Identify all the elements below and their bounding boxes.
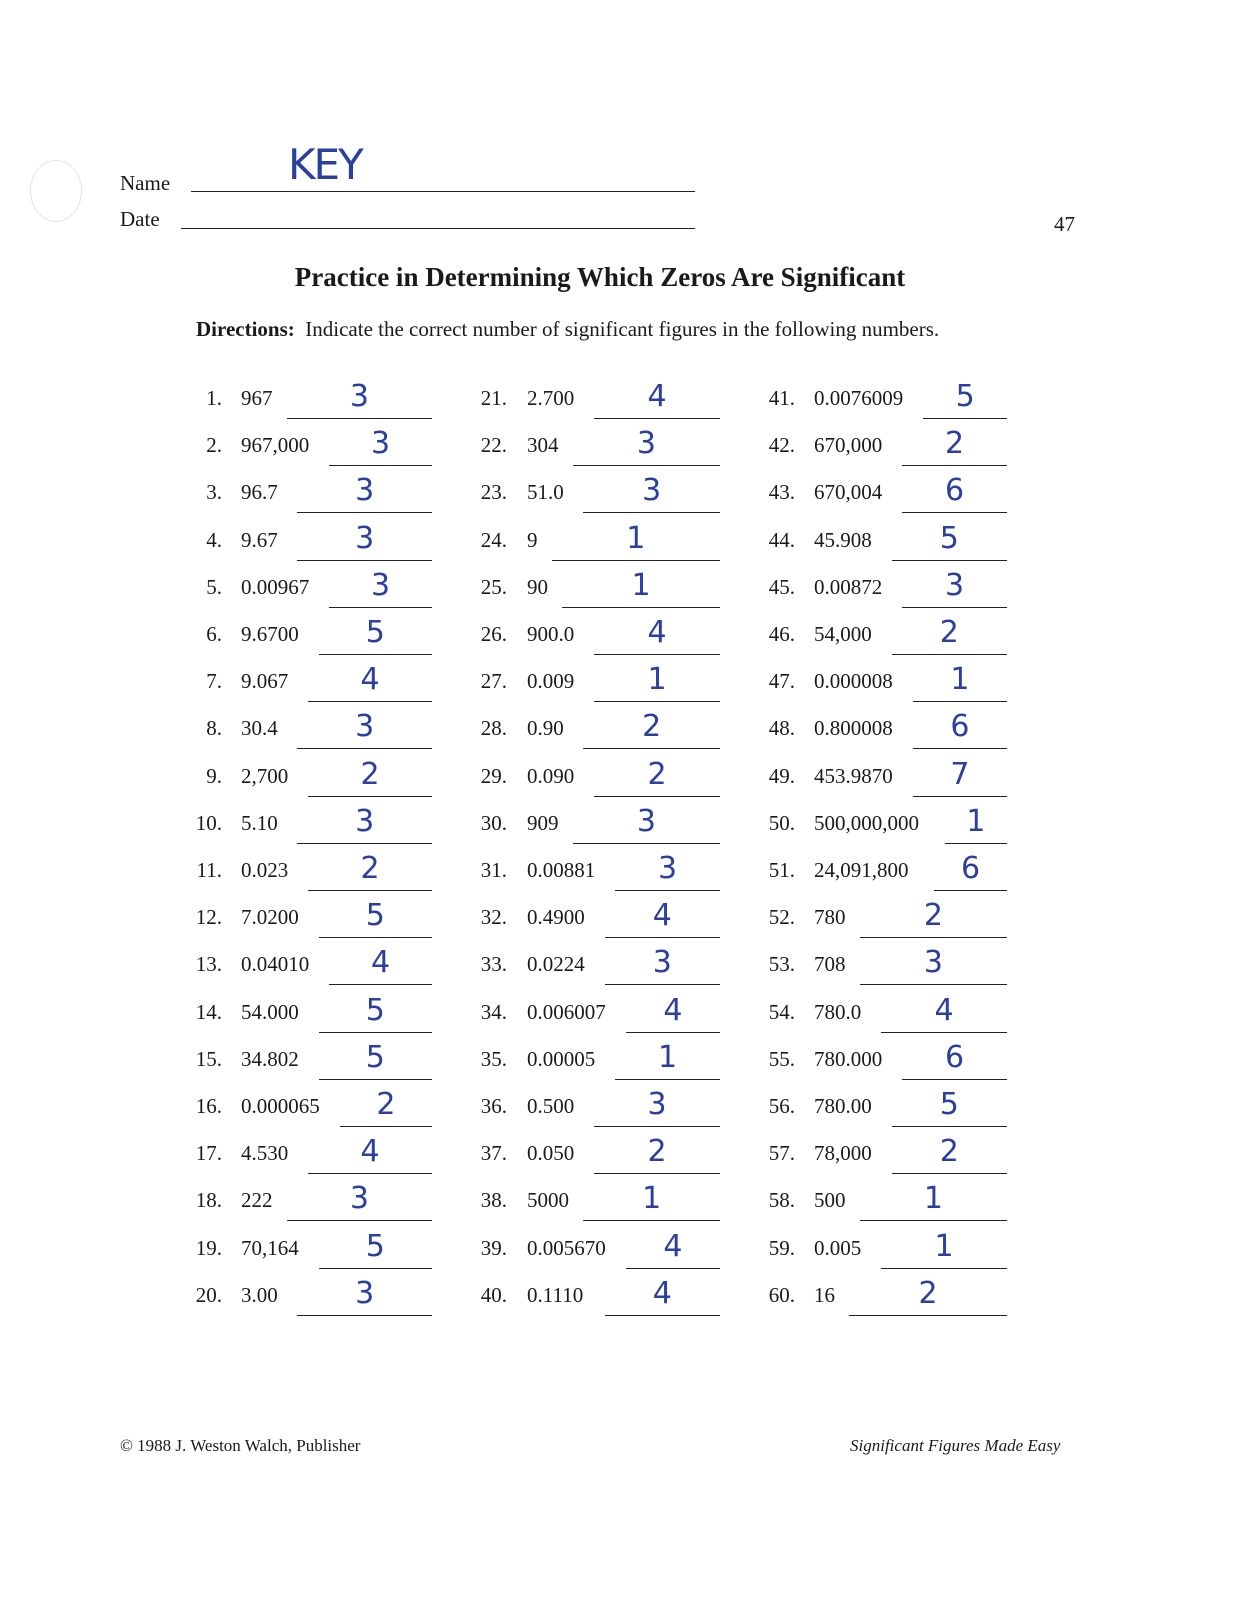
question-value: 708 — [814, 952, 846, 977]
answer-field[interactable] — [860, 945, 1007, 985]
question-value: 0.1110 — [527, 1282, 584, 1307]
question-value: 780 — [814, 905, 846, 930]
question-value: 222 — [241, 1188, 273, 1213]
question-number: 56. — [768, 1094, 795, 1118]
question-value: 0.000065 — [241, 1094, 320, 1118]
answer-field[interactable] — [892, 1087, 1007, 1127]
answer-value: 3 — [355, 1275, 375, 1311]
question-value: 4.530 — [241, 1141, 289, 1166]
page-title: Practice in Determining Which Zeros Are Significant — [294, 262, 906, 292]
question-value: 0.00872 — [814, 574, 883, 599]
question-value: 967,000 — [241, 433, 310, 458]
question-value: 0.00881 — [527, 858, 596, 882]
answer-field[interactable] — [913, 709, 1007, 749]
question-value: 909 — [527, 810, 559, 835]
answer-value: 5 — [955, 379, 975, 414]
question-item — [0, 379, 1237, 416]
answer-field[interactable] — [945, 803, 1007, 844]
question-value: 0.500 — [527, 1094, 575, 1118]
question-item — [0, 1181, 1237, 1218]
question-value: 7.0200 — [241, 905, 299, 930]
question-item — [0, 756, 1237, 794]
question-item — [0, 1275, 1237, 1313]
answer-value: 3 — [355, 709, 375, 745]
question-number: 32. — [480, 905, 507, 930]
question-value: 78,000 — [814, 1141, 872, 1166]
answer-value: 1 — [950, 662, 970, 698]
question-number: 13. — [195, 952, 222, 977]
question-value: 9.67 — [241, 527, 278, 552]
question-value: 0.0076009 — [814, 386, 904, 410]
question-number: 25. — [480, 574, 507, 599]
date-field[interactable] — [181, 228, 695, 229]
copyright-footer: © 1988 J. Weston Walch, Publisher — [120, 1436, 361, 1455]
answer-field[interactable] — [913, 756, 1007, 797]
question-number: 44. — [768, 527, 795, 552]
answer-value: 4 — [371, 945, 391, 981]
question-number: 23. — [480, 480, 507, 505]
question-number: 22. — [480, 433, 507, 458]
name-label: Name — [120, 171, 171, 195]
question-number: 19. — [195, 1235, 222, 1260]
answer-value: 5 — [365, 615, 385, 650]
question-value: 780.0 — [814, 999, 862, 1024]
answer-value: 1 — [966, 803, 986, 839]
answer-value: 3 — [642, 473, 662, 509]
question-number: 57. — [768, 1141, 795, 1166]
question-value: 0.090 — [527, 763, 575, 788]
question-value: 900.0 — [527, 622, 575, 646]
question-number: 17. — [195, 1141, 222, 1166]
question-item — [0, 945, 1237, 982]
answer-value: 2 — [642, 709, 662, 745]
answer-value: 2 — [945, 426, 965, 462]
question-item — [0, 1228, 1237, 1266]
question-number: 6. — [206, 622, 222, 646]
question-number: 52. — [768, 905, 795, 930]
question-item — [0, 615, 1237, 652]
answer-value: 3 — [647, 1087, 667, 1122]
answer-value: 3 — [355, 473, 375, 509]
answer-value: 4 — [652, 898, 672, 934]
answer-value: 3 — [355, 520, 375, 556]
question-value: 0.006007 — [527, 999, 606, 1024]
question-number: 42. — [768, 433, 795, 458]
question-number: 38. — [480, 1188, 507, 1213]
name-value: KEY — [288, 140, 362, 189]
question-value: 96.7 — [241, 480, 278, 505]
question-number: 15. — [195, 1046, 222, 1071]
question-value: 0.023 — [241, 858, 289, 882]
answer-value: 3 — [636, 803, 656, 839]
answer-value: 2 — [376, 1087, 396, 1122]
question-number: 53. — [768, 952, 795, 977]
question-value: 3.00 — [241, 1282, 278, 1307]
name-field[interactable] — [191, 191, 695, 192]
answer-value: 2 — [360, 756, 380, 792]
question-number: 11. — [196, 858, 222, 882]
question-number: 27. — [480, 669, 507, 694]
answer-field[interactable] — [923, 379, 1007, 419]
answer-value: 3 — [658, 851, 678, 886]
answer-value: 3 — [349, 379, 369, 414]
question-number: 36. — [480, 1094, 507, 1118]
question-value: 45.908 — [814, 527, 872, 552]
answer-value: 7 — [950, 756, 970, 792]
answer-field[interactable] — [902, 473, 1007, 513]
answer-value: 6 — [945, 1039, 965, 1075]
answer-value: 2 — [647, 756, 667, 792]
question-item — [0, 662, 1237, 699]
question-number: 7. — [206, 669, 222, 694]
answer-value: 3 — [652, 945, 672, 981]
question-number: 29. — [480, 763, 507, 788]
question-number: 40. — [480, 1282, 507, 1307]
question-number: 45. — [768, 574, 795, 599]
answer-value: 5 — [365, 992, 385, 1028]
question-number: 2. — [206, 433, 222, 458]
question-number: 49. — [768, 763, 795, 788]
question-number: 43. — [768, 480, 795, 505]
question-number: 47. — [768, 669, 795, 694]
question-number: 8. — [206, 716, 222, 741]
question-value: 500 — [814, 1188, 846, 1213]
answer-value: 1 — [626, 520, 646, 556]
answer-value: 4 — [360, 662, 380, 698]
directions-text: Indicate the correct number of significant figures in the following numbers. — [305, 317, 940, 341]
question-number: 41. — [768, 386, 795, 410]
answer-value: 6 — [945, 473, 965, 509]
question-value: 0.00967 — [241, 574, 310, 599]
directions-label: Directions: — [196, 317, 295, 341]
answer-field[interactable] — [913, 662, 1007, 702]
question-item — [0, 992, 1237, 1030]
question-value: 2.700 — [527, 386, 575, 410]
answer-field[interactable] — [881, 992, 1007, 1033]
answer-value: 1 — [647, 662, 667, 698]
answer-value: 2 — [918, 1275, 938, 1311]
answer-value: 3 — [636, 426, 656, 462]
question-number: 50. — [768, 810, 795, 835]
question-value: 967 — [241, 386, 273, 410]
question-value: 9.067 — [241, 669, 289, 694]
question-item — [0, 1039, 1237, 1077]
question-item — [0, 1134, 1237, 1171]
answer-field[interactable] — [849, 1275, 1007, 1316]
question-value: 670,004 — [814, 480, 883, 505]
answer-field[interactable] — [902, 1039, 1007, 1080]
answer-value: 3 — [349, 1181, 369, 1217]
answer-field[interactable] — [902, 567, 1007, 608]
question-value: 70,164 — [241, 1235, 299, 1260]
answer-value: 6 — [950, 709, 970, 745]
answer-value: 4 — [652, 1275, 672, 1311]
question-value: 2,700 — [241, 763, 289, 788]
question-value: 34.802 — [241, 1046, 299, 1071]
question-value: 16 — [814, 1282, 835, 1307]
question-value: 0.00005 — [527, 1046, 596, 1071]
answer-field[interactable] — [934, 851, 1007, 891]
question-number: 31. — [480, 858, 507, 882]
answer-value: 1 — [658, 1039, 678, 1075]
answer-value: 1 — [631, 567, 651, 603]
answer-value: 4 — [663, 1228, 683, 1264]
question-number: 59. — [768, 1235, 795, 1260]
answer-value: 5 — [365, 898, 385, 934]
question-item — [0, 803, 1237, 841]
question-number: 26. — [480, 622, 507, 646]
book-title-footer: Significant Figures Made Easy — [850, 1436, 1061, 1455]
answer-value: 5 — [365, 1228, 385, 1264]
question-number: 4. — [206, 527, 222, 552]
question-value: 670,000 — [814, 433, 883, 458]
question-number: 5. — [206, 574, 222, 599]
answer-value: 3 — [923, 945, 943, 981]
question-number: 16. — [195, 1094, 222, 1118]
question-value: 500,000,000 — [814, 810, 919, 835]
question-value: 90 — [527, 574, 548, 599]
answer-value: 2 — [647, 1134, 667, 1170]
answer-value: 3 — [945, 567, 965, 603]
question-item — [0, 709, 1237, 746]
question-number: 9. — [206, 763, 222, 788]
question-value: 453.9870 — [814, 763, 893, 788]
question-number: 55. — [768, 1046, 795, 1071]
answer-field[interactable] — [902, 426, 1007, 466]
answer-value: 2 — [360, 851, 380, 886]
answer-value: 4 — [934, 992, 954, 1028]
question-item — [0, 567, 1237, 605]
answer-value: 6 — [960, 851, 981, 886]
question-value: 5000 — [527, 1188, 569, 1213]
question-value: 0.000008 — [814, 669, 893, 694]
question-value: 0.005 — [814, 1235, 862, 1260]
question-number: 18. — [195, 1188, 222, 1213]
question-value: 24,091,800 — [814, 858, 909, 882]
question-value: 0.050 — [527, 1141, 575, 1166]
answer-value: 3 — [371, 426, 391, 462]
question-item — [0, 851, 1237, 888]
question-number: 12. — [195, 905, 222, 930]
question-number: 48. — [768, 716, 795, 741]
answer-field[interactable] — [881, 1228, 1007, 1269]
question-value: 30.4 — [241, 716, 278, 741]
scan-smudge — [30, 160, 82, 222]
directions — [196, 316, 1011, 342]
question-number: 33. — [480, 952, 507, 977]
question-number: 34. — [480, 999, 507, 1024]
answer-value: 5 — [939, 520, 959, 556]
question-number: 54. — [768, 999, 795, 1024]
answer-value: 1 — [934, 1228, 954, 1264]
question-value: 54,000 — [814, 622, 872, 646]
question-number: 3. — [206, 480, 222, 505]
answer-value: 2 — [939, 615, 959, 650]
question-item — [0, 898, 1237, 935]
answer-field[interactable] — [892, 520, 1007, 561]
answer-value: 4 — [360, 1134, 380, 1170]
question-value: 5.10 — [241, 810, 278, 835]
question-number: 60. — [768, 1282, 795, 1307]
question-number: 58. — [768, 1188, 795, 1213]
question-number: 28. — [480, 716, 507, 741]
question-value: 54.000 — [241, 999, 299, 1024]
question-value: 0.800008 — [814, 716, 893, 741]
question-number: 1. — [206, 386, 222, 410]
date-label: Date — [120, 207, 160, 231]
question-number: 21. — [480, 386, 507, 410]
question-number: 24. — [480, 527, 507, 552]
question-value: 0.04010 — [241, 952, 310, 977]
answer-value: 2 — [923, 898, 943, 934]
question-number: 51. — [768, 858, 795, 882]
answer-value: 5 — [365, 1039, 385, 1075]
question-value: 0.009 — [527, 669, 575, 694]
answer-value: 4 — [647, 615, 667, 650]
question-item — [0, 1087, 1237, 1124]
answer-value: 5 — [939, 1087, 959, 1122]
page-number: 47 — [1054, 212, 1075, 236]
answer-value: 3 — [355, 803, 375, 839]
question-value: 0.005670 — [527, 1235, 606, 1260]
answer-value: 1 — [923, 1181, 943, 1217]
question-item — [0, 426, 1237, 463]
answer-value: 3 — [371, 567, 391, 603]
answer-value: 4 — [663, 992, 683, 1028]
question-number: 20. — [195, 1282, 222, 1307]
question-value: 9.6700 — [241, 622, 299, 646]
question-value: 51.0 — [527, 480, 564, 505]
question-number: 10. — [195, 810, 222, 835]
question-value: 0.0224 — [527, 952, 585, 977]
question-value: 780.000 — [814, 1046, 883, 1071]
question-number: 37. — [480, 1141, 507, 1166]
question-number: 35. — [480, 1046, 507, 1071]
question-number: 46. — [768, 622, 795, 646]
question-value: 304 — [527, 433, 559, 458]
question-value: 0.90 — [527, 716, 564, 741]
question-number: 30. — [480, 810, 507, 835]
question-item — [0, 473, 1237, 510]
question-value: 780.00 — [814, 1094, 872, 1118]
answer-field[interactable] — [860, 1181, 1007, 1221]
question-value: 9 — [527, 527, 538, 552]
answer-field[interactable] — [860, 898, 1007, 938]
answer-value: 2 — [939, 1134, 959, 1170]
question-item — [0, 520, 1237, 558]
answer-value: 1 — [642, 1181, 662, 1217]
answer-field[interactable] — [892, 1134, 1007, 1174]
answer-value: 4 — [647, 379, 667, 414]
question-value: 0.4900 — [527, 905, 585, 930]
question-number: 14. — [195, 999, 222, 1024]
answer-field[interactable] — [892, 615, 1007, 655]
question-number: 39. — [480, 1235, 507, 1260]
